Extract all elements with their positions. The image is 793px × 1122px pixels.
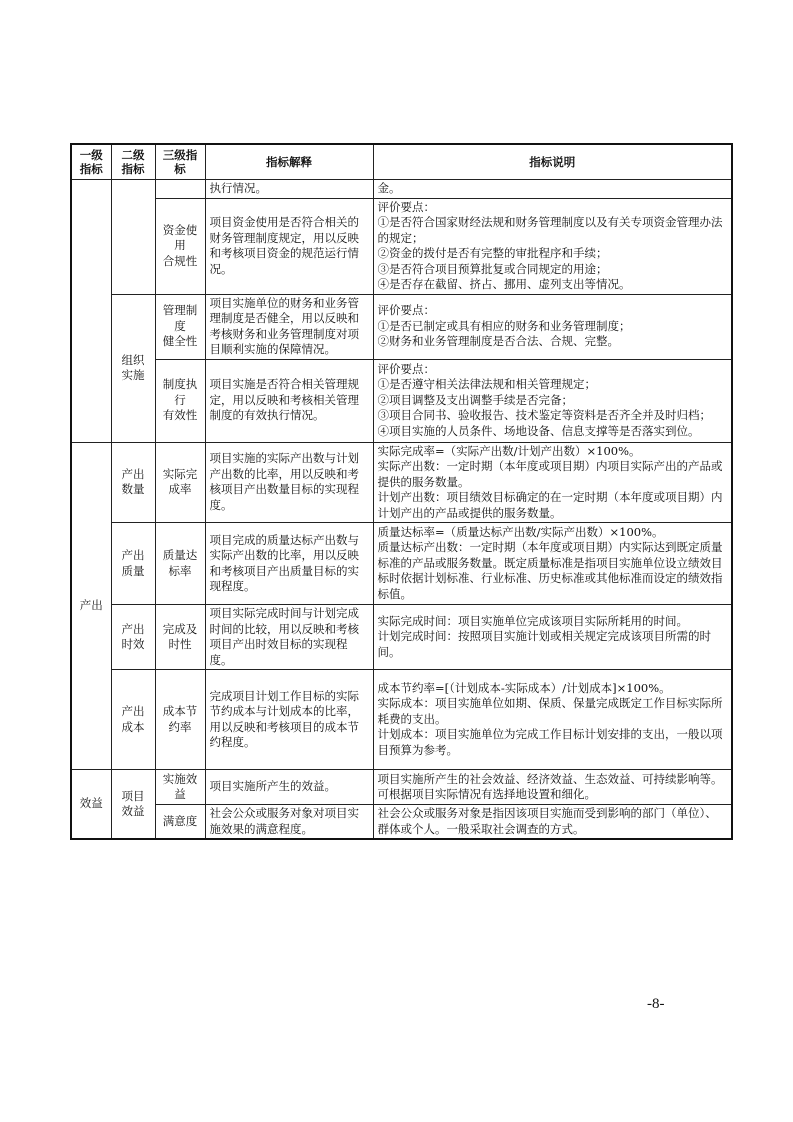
cell-line: 实际成本：项目实施单位如期、保质、保量完成既定工作目标实际所耗费的支出。: [377, 696, 723, 726]
cell-line: 计划完成时间：按照项目实施计划或相关规定完成该项目所需的时间。: [377, 629, 711, 659]
table-row: [71, 359, 732, 442]
header-level1: [71, 144, 111, 180]
table-header-row: [71, 144, 732, 180]
cell-line: 合规性: [162, 253, 198, 268]
cell-line: 成本节约率=[（计划成本-实际成本）/计划成本]×100%。: [377, 680, 671, 695]
cell-line: ④是否存在截留、挤占、挪用、虚列支出等情况。: [377, 277, 631, 291]
header-text: 一级: [79, 148, 103, 162]
header-explain: 指标解释: [205, 144, 373, 180]
level3-cell: [155, 805, 205, 840]
level1-cell: 效益: [71, 770, 111, 840]
table-row: [71, 198, 732, 294]
desc-cell: [373, 198, 732, 294]
level3-cell: [155, 605, 205, 670]
header-text: 三级指: [162, 148, 198, 162]
cell-line: 实际完: [162, 466, 198, 481]
cell-line: 时性: [168, 637, 192, 651]
cell-line: 质量达标产出数：一定时期（本年度或项目期）内实际达到既定质量标准的产品或服务数量。既定质量标准是指项目实施单位设立绩效目标时依据计划标准、行业标准、历史标准或其他标准而设定的绩效指标值。: [377, 540, 723, 601]
cell-line: 用: [174, 238, 186, 253]
page-number: -8-: [647, 996, 665, 1012]
level2-cell: [111, 670, 155, 770]
table-row: [71, 523, 732, 605]
cell-line: 成率: [168, 482, 192, 497]
header-text: 标: [174, 162, 186, 176]
level3-cell: [155, 294, 205, 359]
explain-cell: 执行情况。: [205, 180, 373, 199]
cell-line: ③项目合同书、验收报告、技术鉴定等资料是否齐全并及时归档；: [377, 408, 711, 423]
level2-cell: [111, 605, 155, 670]
cell-line: 资金使: [162, 222, 198, 237]
level3-cell: [155, 770, 205, 805]
indicator-table: [70, 143, 733, 840]
cell-line: 组织: [121, 352, 145, 367]
cell-line: 质量达标率=（质量达标产出数/实际产出数）×100%。: [377, 524, 664, 539]
cell-line: ①是否已制定或具有相应的财务和业务管理制度；: [377, 318, 631, 333]
cell-line: 计划产出数：项目绩效目标确定的在一定时期（本年度或项目期）内计划产出的产品或提供的服务数量。: [377, 490, 723, 520]
header-text: 指标: [79, 162, 103, 176]
explain-cell: 项目实际完成时间与计划完成时间的比较，用以反映和考核项目产出时效目标的实现程度。: [205, 605, 373, 670]
table-row: [71, 180, 732, 199]
cell-line: 实施效: [162, 771, 198, 786]
explain-cell: 项目完成的质量达标产出数与实际产出数的比率，用以反映和考核项目产出质量目标的实现程度。: [205, 523, 373, 605]
cell-line: ②财务和业务管理制度是否合法、合规、完整。: [377, 334, 619, 349]
cell-line: 益: [174, 787, 186, 801]
cell-line: 效益: [121, 804, 145, 818]
desc-cell: [373, 670, 732, 770]
desc-cell: [373, 442, 732, 523]
level2-cell: [111, 442, 155, 523]
cell-line: 制度执: [162, 377, 198, 392]
cell-line: 约率: [168, 719, 192, 734]
cell-line: 评价要点：: [377, 303, 435, 318]
table-row: [71, 770, 732, 805]
table-row: [71, 294, 732, 359]
desc-cell: [373, 523, 732, 605]
explain-cell: 项目实施所产生的效益。: [205, 770, 373, 805]
cell-line: 项目: [121, 788, 145, 803]
cell-line: 成本节: [162, 704, 198, 718]
desc-cell: [373, 180, 732, 199]
cell-line: 有效性: [162, 408, 198, 423]
cell-line: ③是否符合项目预算批复或合同规定的用途；: [377, 261, 608, 276]
cell-line: 满意度: [162, 813, 198, 828]
cell-line: 产出: [121, 466, 145, 481]
cell-line: 质量: [121, 563, 145, 578]
level2-cell: [111, 180, 155, 295]
cell-line: 社会公众或服务对象是指因该项目实施而受到影响的部门（单位）、群体或个人。一般采取社会调查的方式。: [377, 806, 717, 836]
cell-line: ②项目调整及支出调整手续是否完备；: [377, 392, 573, 407]
header-level2: [111, 144, 155, 180]
cell-line: ④项目实施的人员条件、场地设备、信息支撑等是否落实到位。: [377, 423, 700, 438]
cell-line: 标率: [168, 563, 192, 578]
cell-line: 质量达: [162, 548, 198, 562]
cell-line: 完成及: [162, 621, 198, 636]
level3-cell: [155, 359, 205, 442]
cell-line: 数量: [121, 482, 145, 497]
cell-line: 健全性: [162, 334, 198, 349]
explain-cell: 项目实施的实际产出数与计划产出数的比率，用以反映和考核项目产出数量目标的实现程度。: [205, 442, 373, 523]
header-desc: 指标说明: [373, 144, 732, 180]
cell-line: 实施: [121, 368, 145, 382]
cell-line: 产出: [121, 704, 145, 718]
cell-line: 行: [174, 392, 186, 407]
cell-line: ②资金的拨付是否有完整的审批程序和手续；: [377, 246, 608, 260]
level1-cell: 产出: [71, 442, 111, 770]
cell-line: 成本: [121, 719, 145, 734]
desc-cell: [373, 359, 732, 442]
cell-line: 金。: [377, 181, 401, 195]
cell-line: 项目实施所产生的社会效益、经济效益、生态效益、可持续影响等。可根据项目实际情况有选择地设置和细化。: [377, 771, 723, 801]
header-level3: [155, 144, 205, 180]
cell-line: 实际产出数：一定时期（本年度或项目期）内项目实际产出的产品或提供的服务数量。: [377, 459, 723, 489]
table-row: [71, 805, 732, 840]
explain-cell: 项目实施单位的财务和业务管理制度是否健全，用以反映和考核财务和业务管理制度对项目顺利实施的保障情况。: [205, 294, 373, 359]
header-text: 指标: [121, 162, 145, 176]
cell-line: 实际完成率=（实际产出数/计划产出数）×100%。: [377, 443, 641, 458]
desc-cell: [373, 805, 732, 840]
explain-cell: 完成项目计划工作目标的实际节约成本与计划成本的比率，用以反映和考核项目的成本节约程度。: [205, 670, 373, 770]
desc-cell: [373, 294, 732, 359]
level2-cell: [111, 523, 155, 605]
cell-line: 管理制: [162, 303, 198, 318]
cell-line: ①是否遵守相关法律法规和相关管理规定；: [377, 377, 596, 392]
table-row: [71, 442, 732, 523]
level3-cell: [155, 523, 205, 605]
explain-cell: 社会公众或服务对象对项目实施效果的满意程度。: [205, 805, 373, 840]
cell-line: 实际完成时间：项目实施单位完成该项目实际所耗用的时间。: [377, 613, 688, 628]
cell-line: 产出: [121, 621, 145, 636]
cell-line: 评价要点：: [377, 361, 435, 376]
cell-line: 产出: [121, 548, 145, 562]
cell-line: 度: [174, 318, 186, 333]
level2-cell: [111, 294, 155, 442]
level3-cell: [155, 198, 205, 294]
level2-cell: [111, 770, 155, 840]
level3-cell: [155, 180, 205, 199]
explain-cell: 项目资金使用是否符合相关的财务管理制度规定，用以反映和考核项目资金的规范运行情况。: [205, 198, 373, 294]
cell-line: 计划成本：项目实施单位为完成工作目标计划安排的支出，一般以项目预算为参考。: [377, 727, 723, 757]
level1-cell: [71, 180, 111, 443]
header-text: 二级: [121, 148, 145, 162]
level3-cell: [155, 670, 205, 770]
table-row: [71, 670, 732, 770]
cell-line: 评价要点：: [377, 199, 435, 214]
cell-line: 时效: [121, 637, 145, 651]
level3-cell: [155, 442, 205, 523]
cell-line: ①是否符合国家财经法规和财务管理制度以及有关专项资金管理办法的规定；: [377, 215, 723, 245]
desc-cell: [373, 605, 732, 670]
desc-cell: [373, 770, 732, 805]
explain-cell: 项目实施是否符合相关管理规定，用以反映和考核相关管理制度的有效执行情况。: [205, 359, 373, 442]
table-row: [71, 605, 732, 670]
